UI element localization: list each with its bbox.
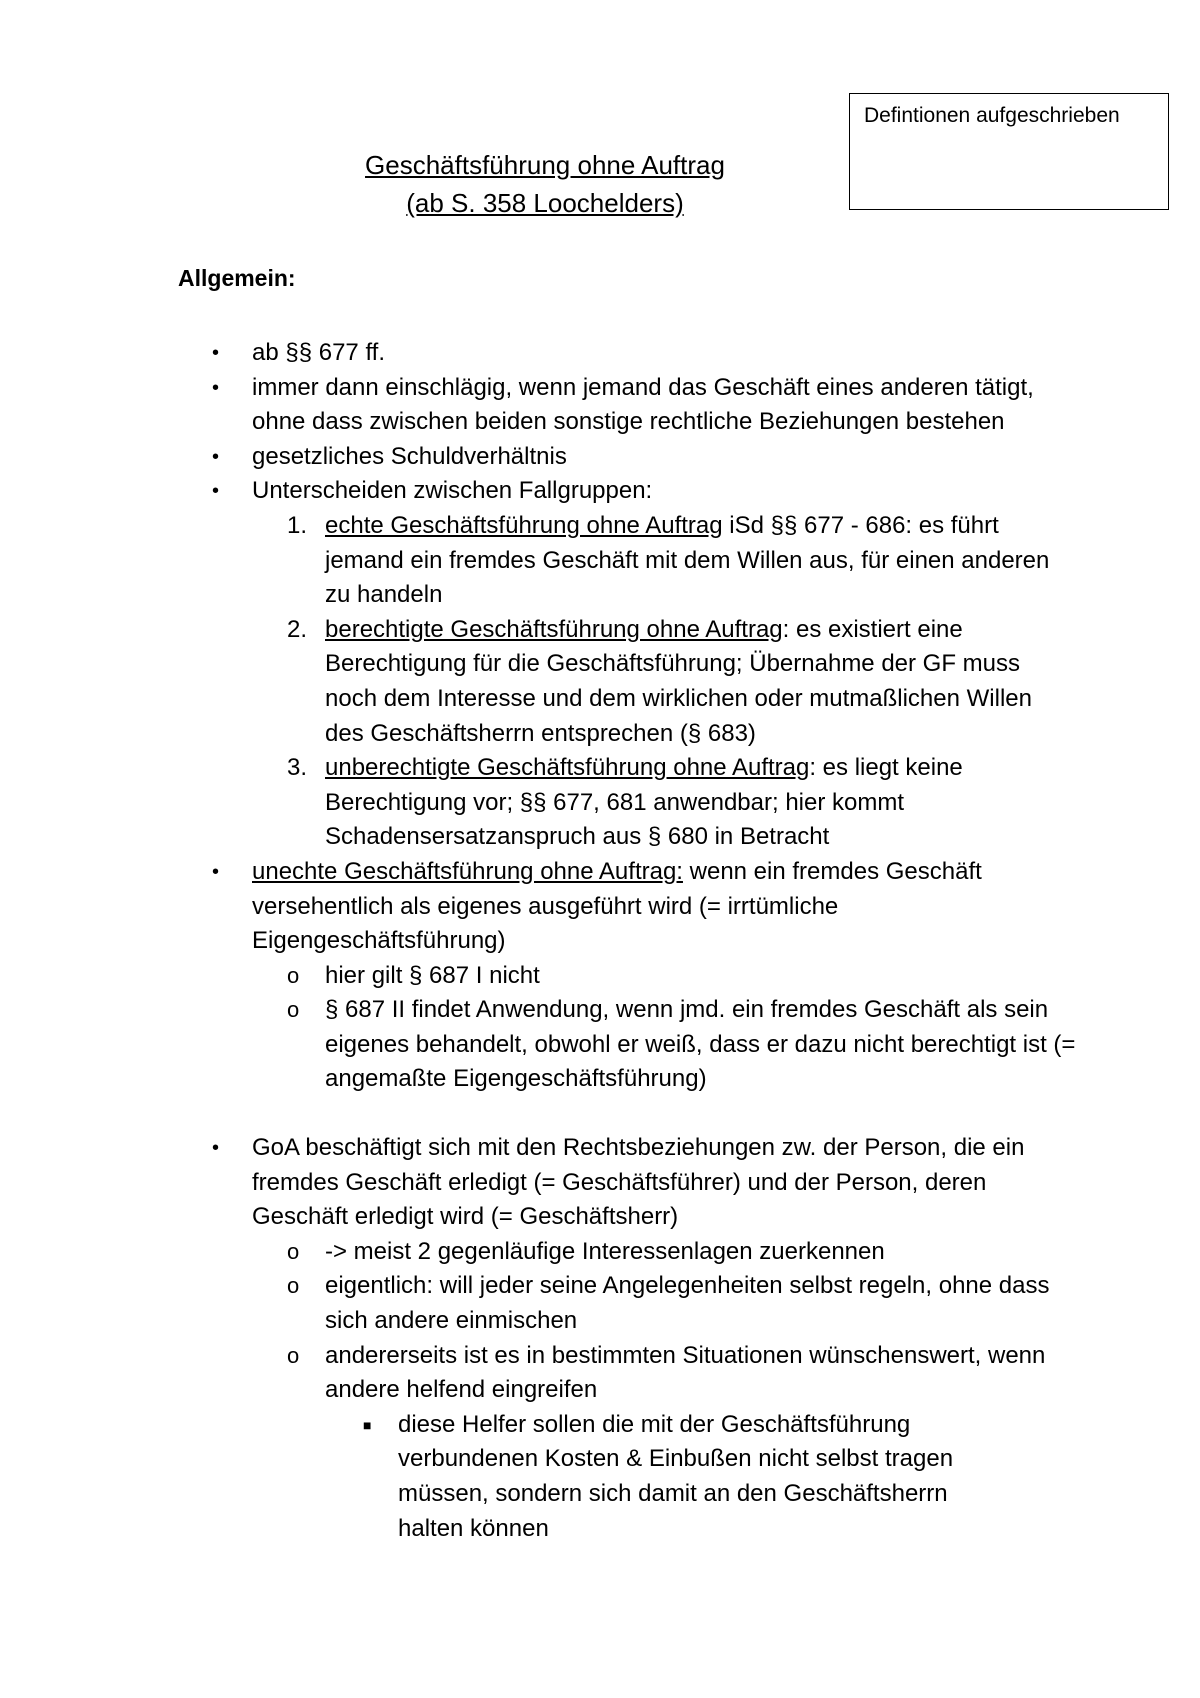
list-item [0,1131,1072,1235]
term-text: unberechtigte Geschäftsführung ohne Auftrag [325,754,810,782]
section-heading: Allgemein: [178,265,296,291]
circle-marker: o [287,1273,300,1299]
sub-list-item [0,993,1085,1097]
sub-list-item [0,959,1085,994]
term-text: echte Geschäftsführung ohne Auftrag [325,511,723,539]
term-text: unechte Geschäftsführung ohne Auftrag: [252,857,683,885]
list-item [0,855,1062,959]
sub-list-item-text: andererseits ist es in bestimmten Situationen wünschenswert, wenn andere helfend eingreifen [325,1341,1046,1404]
circle-marker: o [287,1238,300,1264]
bullet-marker: • [212,376,220,399]
circle-marker: o [287,962,300,988]
spacer [0,1097,1200,1131]
sub-list-item [0,1339,1085,1408]
document-body [0,336,1200,1546]
item-text: : es existiert eine Berechtigung für die Geschäftsführung; Übernahme der GF muss noch dem Interesse und dem wirklichen oder mutmaßlichen Willen des Geschäftsherrn entsprechen (§ 683) [325,615,1032,747]
bullet-marker: • [212,480,220,503]
list-item [0,371,1042,440]
list-item-text: GoA beschäftigt sich mit den Rechtsbeziehungen zw. der Person, die ein fremdes Geschäft erledigt (= Geschäftsführer) und der Person, deren Geschäft erledigt wird (= Geschäftsherr) [252,1134,1025,1231]
bullet-marker: • [212,1137,220,1160]
numbered-item [0,509,1075,613]
sub-list-item-text: hier gilt § 687 I nicht [325,961,540,989]
numbered-item [0,613,1045,751]
list-item-text: immer dann einschlägig, wenn jemand das Geschäft eines anderen tätigt, ohne dass zwischen beiden sonstige rechtliche Beziehungen bestehen [252,373,1034,436]
numbered-item [0,751,1035,855]
list-item-text: wenn ein fremdes Geschäft versehentlich als eigenes ausgeführt wird (= irrtümliche Eigengeschäftsführung) [252,857,982,955]
item-text: : es liegt keine Berechtigung vor; §§ 677, 681 anwendbar; hier kommt Schadensersatzanspruch aus § 680 in Betracht [325,754,963,851]
list-item [0,440,1072,475]
sub-list-item-text: § 687 II findet Anwendung, wenn jmd. ein fremdes Geschäft als sein eigenes behandelt, obwohl er weiß, dass er dazu nicht berechtigt ist (= angemaßte Eigengeschäftsführung) [325,996,1076,1093]
circle-marker: o [287,1342,300,1368]
note-box [849,93,1169,210]
bullet-marker: • [212,860,220,883]
sub-sub-list-item-text: diese Helfer sollen die mit der Geschäftsführung verbundenen Kosten & Einbußen nicht selbst tragen müssen, sondern sich damit an den Geschäftsherrn halten können [398,1410,954,1542]
sub-list-item [0,1269,1085,1338]
square-marker: ■ [363,1416,372,1433]
list-item-text: gesetzliches Schuldverhältnis [252,442,567,470]
list-item-text: ab §§ 677 ff. [252,339,386,366]
bullet-marker: • [212,342,220,364]
circle-marker: o [287,997,300,1023]
bullet-marker: • [212,445,220,468]
number-marker: 2. [287,615,308,643]
number-marker: 1. [287,511,308,539]
sub-list-item-text: -> meist 2 gegenläufige Interessenlagen zuerkennen [325,1237,885,1265]
document-subtitle: (ab S. 358 Loochelders) [406,188,684,218]
note-box-text: Defintionen aufgeschrieben [864,104,1120,127]
sub-list-item-text: eigentlich: will jeder seine Angelegenheiten selbst regeln, ohne dass sich andere einmischen [325,1272,1050,1335]
sub-sub-list-item [0,1408,1018,1546]
item-text: iSd §§ 677 - 686: es führt jemand ein fremdes Geschäft mit dem Willen aus, für einen anderen zu handeln [325,511,1050,609]
list-item [0,336,1072,371]
term-text: berechtigte Geschäftsführung ohne Auftrag [325,615,783,643]
number-marker: 3. [287,754,308,782]
document-title: Geschäftsführung ohne Auftrag [365,150,725,180]
list-item [0,474,1072,509]
list-item-text: Unterscheiden zwischen Fallgruppen: [252,477,653,505]
sub-list-item [0,1235,1085,1270]
